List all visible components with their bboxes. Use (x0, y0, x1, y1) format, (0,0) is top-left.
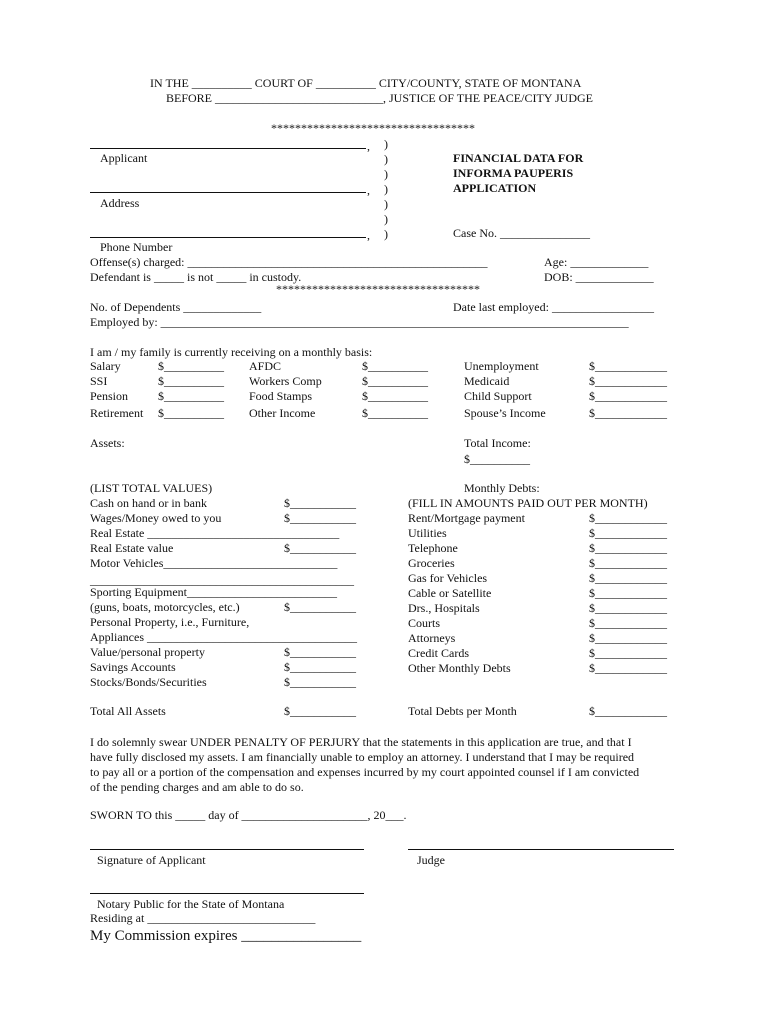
income-label: AFDC (249, 359, 282, 373)
asset-label[interactable]: Appliances ___________________________________ (90, 630, 357, 644)
income-label: Unemployment (464, 359, 539, 373)
comma: , (367, 228, 370, 242)
debt-label: Cable or Satellite (408, 586, 492, 600)
comma: , (367, 183, 370, 197)
asset-label[interactable]: ____________________________________________ (90, 573, 354, 587)
form-title-line3: APPLICATION (453, 181, 537, 195)
debt-label: Utilities (408, 526, 447, 540)
paren: ) (384, 197, 388, 211)
offenses-field[interactable]: Offense(s) charged: __________________________________________________ (90, 255, 488, 269)
applicant-line[interactable] (90, 148, 366, 149)
oath-line: of the pending charges and am able to do so. (90, 780, 304, 794)
income-label: Pension (90, 389, 129, 403)
income-label: Medicaid (464, 374, 510, 388)
asset-amount[interactable]: $___________ (284, 660, 356, 674)
asset-label[interactable]: Motor Vehicles_____________________________ (90, 556, 338, 570)
form-title-line1: FINANCIAL DATA FOR (453, 151, 584, 165)
address-label: Address (100, 196, 140, 210)
income-label: Food Stamps (249, 389, 313, 403)
notary-signature-line[interactable] (90, 893, 364, 894)
asset-label: Personal Property, i.e., Furniture, (90, 615, 250, 629)
debt-amount[interactable]: $____________ (589, 586, 667, 600)
asset-amount[interactable]: $___________ (284, 645, 356, 659)
applicant-label: Applicant (100, 151, 148, 165)
debt-label: Courts (408, 616, 441, 630)
oath-line: have fully disclosed my assets. I am financially unable to employ an attorney. I understand that I may be required (90, 750, 635, 764)
paren: ) (384, 182, 388, 196)
income-label: Salary (90, 359, 121, 373)
asset-amount[interactable]: $___________ (284, 496, 356, 510)
income-amount[interactable]: $__________ (362, 389, 428, 403)
section-stars: ********************************** (276, 282, 480, 296)
asset-label[interactable]: Real Estate ________________________________ (90, 526, 340, 540)
debts-subheading: (FILL IN AMOUNTS PAID OUT PER MONTH) (408, 496, 648, 510)
income-amount[interactable]: $____________ (589, 406, 667, 420)
asset-label: (guns, boats, motorcycles, etc.) (90, 600, 240, 614)
debt-amount[interactable]: $____________ (589, 661, 667, 675)
applicant-signature-label: Signature of Applicant (97, 853, 206, 867)
income-label: Child Support (464, 389, 532, 403)
judge-signature-label: Judge (417, 853, 445, 867)
total-income-label: Total Income: (464, 436, 531, 450)
assets-heading: (LIST TOTAL VALUES) (90, 481, 213, 495)
debt-label: Groceries (408, 556, 455, 570)
asset-amount[interactable]: $___________ (284, 541, 356, 555)
date-last-employed-field[interactable]: Date last employed: _________________ (453, 300, 654, 314)
total-assets-field[interactable]: $___________ (284, 704, 356, 718)
debt-amount[interactable]: $____________ (589, 631, 667, 645)
sworn-field[interactable]: SWORN TO this _____ day of _____________________, 20___. (90, 808, 407, 822)
paren: ) (384, 212, 388, 226)
phone-line[interactable] (90, 237, 366, 238)
asset-label: Savings Accounts (90, 660, 176, 674)
debt-label: Attorneys (408, 631, 456, 645)
total-debts-label: Total Debts per Month (408, 704, 517, 718)
income-amount[interactable]: $____________ (589, 389, 667, 403)
asset-amount[interactable]: $___________ (284, 675, 356, 689)
income-amount[interactable]: $__________ (158, 374, 224, 388)
income-intro: I am / my family is currently receiving on a monthly basis: (90, 345, 373, 359)
income-label: Spouse’s Income (464, 406, 546, 420)
debt-amount[interactable]: $____________ (589, 556, 667, 570)
debt-label: Credit Cards (408, 646, 469, 660)
applicant-signature-line[interactable] (90, 849, 364, 850)
asset-label[interactable]: Sporting Equipment_________________________ (90, 585, 337, 599)
debt-label: Gas for Vehicles (408, 571, 488, 585)
total-debts-field[interactable]: $____________ (589, 704, 667, 718)
income-amount[interactable]: $__________ (158, 359, 224, 373)
asset-amount[interactable]: $___________ (284, 511, 356, 525)
custody-field[interactable]: Defendant is _____ is not _____ in custody. (90, 270, 302, 284)
debt-amount[interactable]: $____________ (589, 646, 667, 660)
income-label: Other Income (249, 406, 316, 420)
debt-amount[interactable]: $____________ (589, 571, 667, 585)
case-number-field[interactable]: Case No. _______________ (453, 226, 590, 240)
form-title-line2: INFORMA PAUPERIS (453, 166, 574, 180)
debt-label: Other Monthly Debts (408, 661, 511, 675)
debt-amount[interactable]: $____________ (589, 526, 667, 540)
commission-field[interactable]: My Commission expires ________________ (90, 928, 362, 944)
dob-field[interactable]: DOB: _____________ (544, 270, 654, 284)
phone-label: Phone Number (100, 240, 173, 254)
asset-label: Value/personal property (90, 645, 205, 659)
assets-label: Assets: (90, 436, 125, 450)
address-line[interactable] (90, 192, 366, 193)
income-amount[interactable]: $____________ (589, 359, 667, 373)
paren: ) (384, 167, 388, 181)
debts-heading: Monthly Debts: (464, 481, 540, 495)
income-label: SSI (90, 374, 108, 388)
income-amount[interactable]: $__________ (158, 406, 224, 420)
dependents-field[interactable]: No. of Dependents _____________ (90, 300, 262, 314)
header-stars: ********************************** (271, 121, 475, 135)
total-assets-label: Total All Assets (90, 704, 166, 718)
paren: ) (384, 137, 388, 151)
income-amount[interactable]: $__________ (362, 406, 428, 420)
paren: ) (384, 227, 388, 241)
debt-amount[interactable]: $____________ (589, 601, 667, 615)
asset-label: Stocks/Bonds/Securities (90, 675, 207, 689)
asset-label: Real Estate value (90, 541, 174, 555)
oath-line: to pay all or a portion of the compensation and expenses incurred by my court appointed counsel if I am convicted (90, 765, 640, 779)
debt-label: Drs., Hospitals (408, 601, 480, 615)
income-amount[interactable]: $__________ (362, 359, 428, 373)
debt-label: Rent/Mortgage payment (408, 511, 525, 525)
paren: ) (384, 152, 388, 166)
income-label: Workers Comp (249, 374, 322, 388)
total-income-field[interactable]: $__________ (464, 452, 530, 466)
income-amount[interactable]: $__________ (362, 374, 428, 388)
debt-amount[interactable]: $____________ (589, 616, 667, 630)
asset-label: Wages/Money owed to you (90, 511, 222, 525)
notary-label: Notary Public for the State of Montana (97, 897, 285, 911)
judge-signature-line[interactable] (408, 849, 674, 850)
income-amount[interactable]: $____________ (589, 374, 667, 388)
asset-amount[interactable]: $___________ (284, 600, 356, 614)
income-label: Retirement (90, 406, 144, 420)
income-amount[interactable]: $__________ (158, 389, 224, 403)
debt-amount[interactable]: $____________ (589, 511, 667, 525)
comma: , (367, 139, 370, 153)
asset-label: Cash on hand or in bank (90, 496, 207, 510)
oath-line: I do solemnly swear UNDER PENALTY OF PERJURY that the statements in this application are true, and that I (90, 735, 632, 749)
age-field[interactable]: Age: _____________ (544, 255, 649, 269)
debt-label: Telephone (408, 541, 458, 555)
employed-by-field[interactable]: Employed by: ______________________________________________________________________________ (90, 315, 629, 329)
residing-field[interactable]: Residing at ____________________________ (90, 911, 316, 925)
header-justice-line: BEFORE ____________________________, JUSTICE OF THE PEACE/CITY JUDGE (166, 91, 594, 105)
header-court-line: IN THE __________ COURT OF __________ CITY/COUNTY, STATE OF MONTANA (150, 76, 582, 90)
debt-amount[interactable]: $____________ (589, 541, 667, 555)
